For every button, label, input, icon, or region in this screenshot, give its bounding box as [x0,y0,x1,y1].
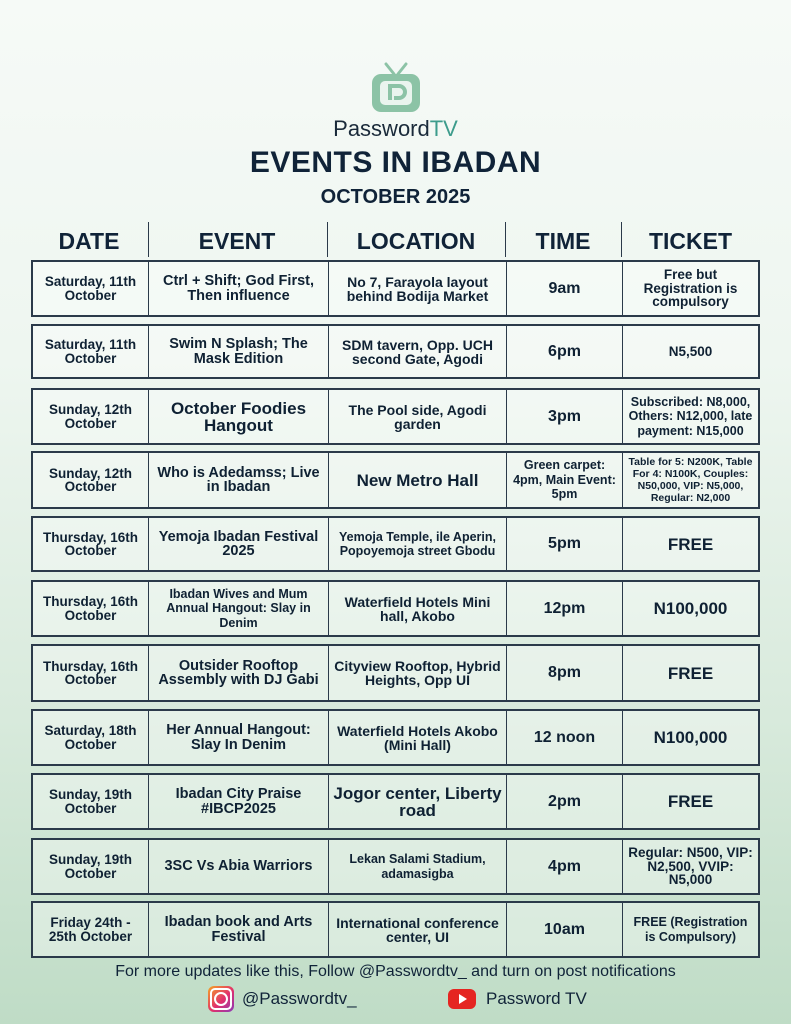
table-row [31,516,760,572]
divider [148,222,149,257]
event-cell: Ctrl + Shift; God First, Then influence [149,262,329,315]
table-row [31,773,760,830]
date-cell: Sunday, 19th October [33,775,149,828]
time-cell: 4pm [507,840,623,893]
time-cell: 10am [507,903,623,956]
instagram-link[interactable] [208,985,357,1013]
table-row [31,709,760,766]
ticket-cell: FREE (Registration is Compulsory) [633,915,748,944]
table-row [31,580,760,637]
ticket-cell: FREE [667,663,714,683]
date-cell: Sunday, 12th October [33,390,149,443]
column-header-location: LOCATION [356,228,476,254]
time-cell: 6pm [507,326,623,377]
time-cell: 2pm [507,775,623,828]
date-cell: Sunday, 19th October [33,840,149,893]
location-cell: The Pool side, Agodi garden [329,390,507,443]
time-cell: 9am [507,262,623,315]
time-cell: 12pm [507,582,623,635]
location-cell: Yemoja Temple, ile Aperin, Popoyemoja street Gbodu [329,518,507,570]
time-cell: 5pm [507,518,623,570]
tv-icon [368,60,424,116]
location-cell: Lekan Salami Stadium, adamasigba [329,840,507,893]
page-subtitle: OCTOBER 2025 [320,186,471,208]
divider [327,222,328,257]
event-cell: Ibadan City Praise #IBCP2025 [149,775,329,828]
table-row [31,324,760,379]
date-cell: Friday 24th - 25th October [33,903,149,956]
ticket-cell: Subscribed: N8,000, Others: N12,000, late payment: N15,000 [628,394,753,438]
instagram-handle: @Passwordtv_ [242,989,357,1008]
time-cell: 3pm [507,390,623,443]
table-row [31,644,760,702]
instagram-icon [208,986,234,1012]
time-cell: Green carpet: 4pm, Main Event: 5pm [507,453,623,507]
table-row [31,388,760,445]
location-cell: Waterfield Hotels Akobo (Mini Hall) [329,711,507,764]
date-cell: Saturday, 18th October [33,711,149,764]
brand-name: PasswordTV [333,116,458,141]
table-row [31,901,760,958]
divider [621,222,622,257]
event-cell: Her Annual Hangout: Slay In Denim [149,711,329,764]
date-cell: Saturday, 11th October [33,326,149,377]
date-cell: Thursday, 16th October [33,582,149,635]
table-header [0,222,791,258]
footer-text: For more updates like this, Follow @Passwordtv_ and turn on post notifications [115,963,676,980]
location-cell: International conference center, UI [329,903,507,956]
event-cell: 3SC Vs Abia Warriors [149,840,329,893]
youtube-link[interactable] [448,985,587,1013]
date-cell: Saturday, 11th October [33,262,149,315]
ticket-cell: N100,000 [653,728,728,747]
ticket-cell: Table for 5: N200K, Table For 4: N100K, Couples: N50,000, VIP: N5,000, Regular: N2,000 [628,455,753,505]
ticket-cell: N5,500 [668,343,713,359]
column-header-ticket: TICKET [648,228,733,254]
table-row [31,451,760,509]
event-cell: Ibadan Wives and Mum Annual Hangout: Slay in Denim [149,582,329,635]
table-row [31,838,760,895]
page-title: EVENTS IN IBADAN [249,146,542,179]
time-cell: 12 noon [507,711,623,764]
event-cell: Yemoja Ibadan Festival 2025 [149,518,329,570]
table-row [31,260,760,317]
column-header-date: DATE [58,228,120,254]
ticket-cell: Regular: N500, VIP: N2,500, VVIP: N5,000 [628,845,753,888]
event-cell: Who is Adedamss; Live in Ibadan [149,453,329,507]
youtube-icon [448,989,476,1009]
event-cell: Outsider Rooftop Assembly with DJ Gabi [149,646,329,700]
event-cell: Swim N Splash; The Mask Edition [149,326,329,377]
location-cell: Waterfield Hotels Mini hall, Akobo [329,582,507,635]
column-header-time: TIME [535,228,591,254]
date-cell: Sunday, 12th October [33,453,149,507]
divider [505,222,506,257]
youtube-channel: Password TV [486,989,587,1008]
event-cell: October Foodies Hangout [149,390,329,443]
location-cell: Jogor center, Liberty road [329,775,507,828]
ticket-cell: Free but Registration is compulsory [643,267,738,310]
date-cell: Thursday, 16th October [33,646,149,700]
column-header-event: EVENT [198,228,276,254]
date-cell: Thursday, 16th October [33,518,149,570]
location-cell: SDM tavern, Opp. UCH second Gate, Agodi [329,326,507,377]
location-cell: Cityview Rooftop, Hybrid Heights, Opp UI [329,646,507,700]
ticket-cell: FREE [667,534,714,554]
ticket-cell: N100,000 [653,599,728,618]
location-cell: No 7, Farayola layout behind Bodija Market [329,262,507,315]
location-cell: New Metro Hall [329,453,507,507]
ticket-cell: FREE [667,792,714,811]
time-cell: 8pm [507,646,623,700]
event-cell: Ibadan book and Arts Festival [149,903,329,956]
